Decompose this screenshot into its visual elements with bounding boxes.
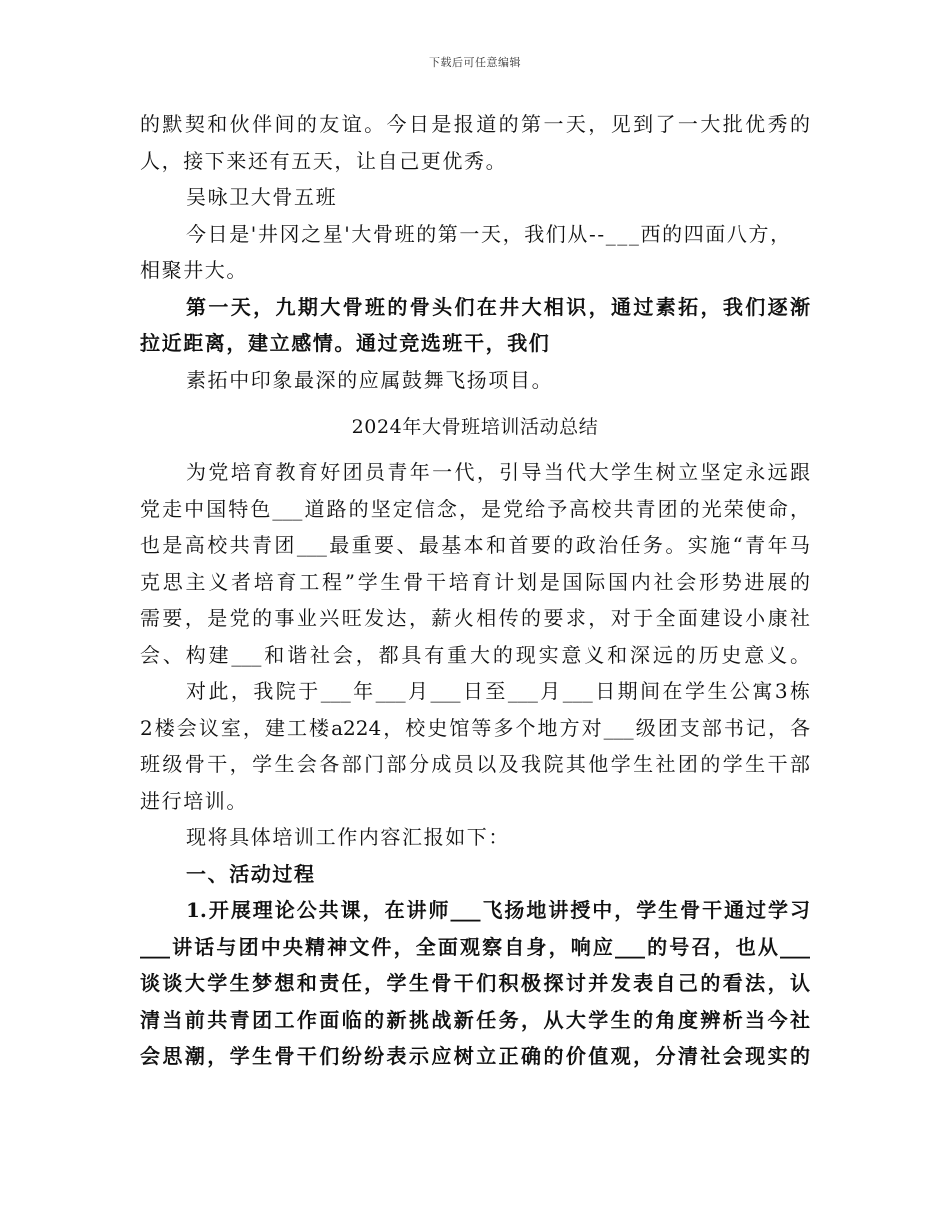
text-line: 素拓中印象最深的应属鼓舞飞扬项目。 — [186, 367, 554, 392]
paragraph-line: 现将具体培训工作内容汇报如下： — [186, 825, 510, 849]
bold-text-line: 第一天，九期大骨班的骨头们在井大相识，通过素拓，我们逐渐 — [186, 294, 810, 319]
signature-line: 吴咏卫大骨五班 — [186, 185, 338, 209]
paragraph-line: 班级骨干，学生会各部门部分成员以及我院其他学生社团的学生干部 — [140, 752, 810, 776]
paragraph-line: 克思主义者培育工程”学生骨干培育计划是国际国内社会形势进展的 — [140, 569, 810, 594]
paragraph-line: 需要，是党的事业兴旺发达，薪火相传的要求，对于全面建设小康社 — [140, 606, 810, 630]
text-line: 相聚井大。 — [140, 258, 248, 282]
bold-paragraph-line: ___讲话与团中央精神文件，全面观察自身，响应___的号召，也从___ — [140, 934, 810, 959]
paragraph-line: 对此，我院于___年___月___日至___月___日期间在学生公寓3栋 — [186, 679, 810, 703]
section-heading: 一、活动过程 — [186, 861, 316, 886]
text-line: 人，接下来还有五天，让自己更优秀。 — [140, 148, 508, 173]
paragraph-line: 为党培育教育好团员青年一代，引导当代大学生树立坚定永远跟 — [186, 460, 810, 484]
bold-text-line: 拉近距离，建立感情。通过竞选班干，我们 — [140, 331, 551, 355]
paragraph-line: 党走中国特色___道路的坚定信念，是党给予高校共青团的光荣使命， — [140, 496, 810, 521]
bold-paragraph-line: 谈谈大学生梦想和责任，学生骨干们积极探讨并发表自己的看法，认 — [140, 971, 810, 995]
document-title: 2024年大骨班培训活动总结 — [351, 416, 599, 438]
paragraph-line: 会、构建___和谐社会，都具有重大的现实意义和深远的历史意义。 — [140, 642, 810, 667]
bold-paragraph-line: 1.开展理论公共课，在讲师___飞扬地讲授中，学生骨干通过学习 — [186, 898, 810, 922]
document-body — [140, 106, 810, 1075]
text-line: 的默契和伙伴间的友谊。今日是报道的第一天，见到了一大批优秀的 — [140, 112, 810, 136]
page-header: 下载后可任意编辑 — [429, 56, 521, 69]
paragraph-line: 2楼会议室，建工楼a224，校史馆等多个地方对___级团支部书记，各 — [140, 715, 810, 740]
bold-paragraph-line: 清当前共青团工作面临的新挑战新任务，从大学生的角度辨析当今社 — [140, 1007, 810, 1032]
paragraph-line: 进行培训。 — [140, 788, 248, 813]
text-line: 今日是'井冈之星'大骨班的第一天，我们从--___西的四面八方， — [186, 221, 792, 246]
bold-paragraph-line: 会思潮，学生骨干们纷纷表示应树立正确的价值观，分清社会现实的 — [140, 1044, 810, 1068]
paragraph-line: 也是高校共青团___最重要、最基本和首要的政治任务。实施“青年马 — [140, 533, 810, 557]
